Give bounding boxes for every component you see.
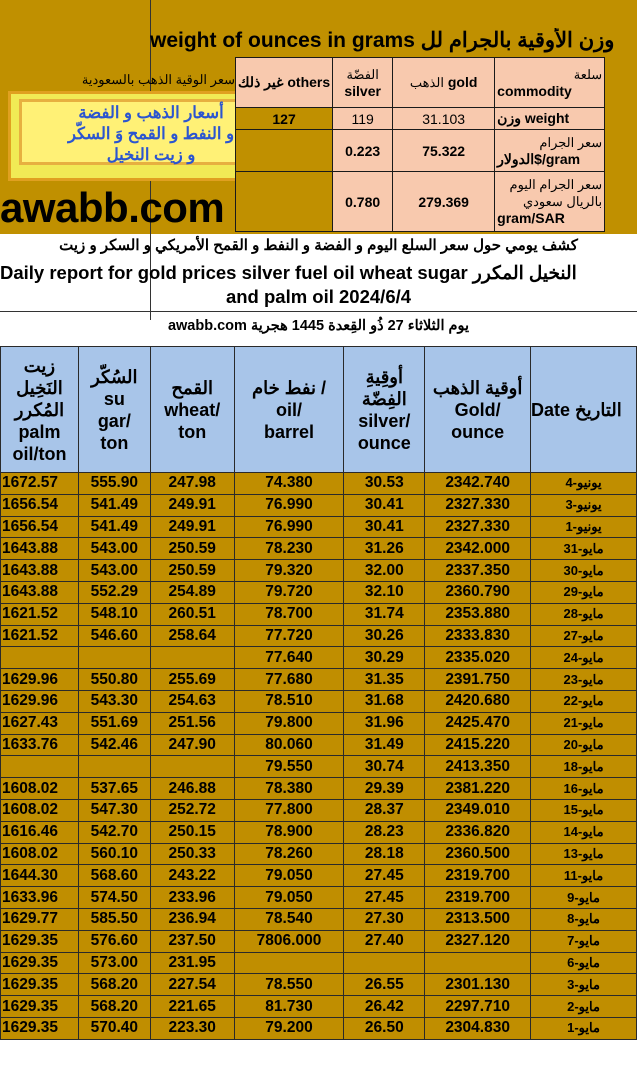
cell-palm: 1656.54	[1, 494, 79, 516]
saudi-ounce-caption: سعر الوقية الذهب بالسعودية	[81, 72, 235, 87]
empty-cell	[236, 130, 333, 172]
prices-table	[0, 346, 637, 1040]
cell-wheat: 246.88	[150, 778, 234, 800]
cell-date: 8-مايو	[531, 908, 637, 930]
sar-gold: 279.369	[393, 172, 495, 232]
cell-gold: 2342.000	[425, 538, 531, 560]
header-sugar: السُكّر su gar/ ton	[78, 347, 150, 473]
cell-silver: 26.42	[344, 996, 425, 1018]
cell-silver: 29.39	[344, 778, 425, 800]
cell-wheat: 250.15	[150, 821, 234, 843]
cell-sugar: 555.90	[78, 473, 150, 495]
banner-line: و زيت النخيل	[106, 146, 196, 164]
cell-oil: 77.800	[234, 799, 344, 821]
table-row	[1, 843, 637, 865]
cell-wheat: 251.56	[150, 712, 234, 734]
cell-palm: 1608.02	[1, 778, 79, 800]
table-row	[1, 647, 637, 669]
cell-silver: 30.41	[344, 516, 425, 538]
cell-sugar: 568.20	[78, 996, 150, 1018]
cell-palm: 1608.02	[1, 799, 79, 821]
cell-oil: 81.730	[234, 996, 344, 1018]
cell-date: 9-مايو	[531, 887, 637, 909]
cell-palm	[1, 756, 79, 778]
cell-sugar: 551.69	[78, 712, 150, 734]
cell-silver: 28.18	[344, 843, 425, 865]
cell-oil: 78.510	[234, 690, 344, 712]
cell-palm: 1633.76	[1, 734, 79, 756]
header-wheat: القمح wheat/ ton	[150, 347, 234, 473]
cell-wheat: 231.95	[150, 952, 234, 974]
cell-oil: 76.990	[234, 516, 344, 538]
cell-gold: 2360.500	[425, 843, 531, 865]
cell-oil: 78.230	[234, 538, 344, 560]
cell-oil: 77.640	[234, 647, 344, 669]
report-date-title: and palm oil 2024/6/4	[225, 286, 412, 307]
cell-silver: 26.50	[344, 1017, 425, 1039]
cell-sugar	[78, 647, 150, 669]
cell-gold: 2313.500	[425, 908, 531, 930]
cell-silver: 31.35	[344, 669, 425, 691]
table-row	[1, 669, 637, 691]
usd-gold: 75.322	[393, 130, 495, 172]
cell-oil: 80.060	[234, 734, 344, 756]
cell-wheat: 254.63	[150, 690, 234, 712]
cell-gold: 2319.700	[425, 887, 531, 909]
cell-wheat: 233.96	[150, 887, 234, 909]
header-date: Date التاريخ	[531, 347, 637, 473]
cell-date: 3-مايو	[531, 974, 637, 996]
cell-sugar: 537.65	[78, 778, 150, 800]
table-row	[1, 996, 637, 1018]
cell-silver: 30.53	[344, 473, 425, 495]
cell-gold	[425, 952, 531, 974]
cell-palm: 1643.88	[1, 560, 79, 582]
cell-date: 15-مايو	[531, 799, 637, 821]
cell-silver: 27.45	[344, 887, 425, 909]
cell-silver: 27.30	[344, 908, 425, 930]
cell-oil: 77.720	[234, 625, 344, 647]
cell-silver: 31.74	[344, 603, 425, 625]
cell-palm: 1621.52	[1, 625, 79, 647]
cell-palm: 1643.88	[1, 538, 79, 560]
prices-table-body	[1, 473, 637, 1040]
table-row	[1, 581, 637, 603]
cell-palm: 1616.46	[1, 821, 79, 843]
cell-sugar: 541.49	[78, 494, 150, 516]
cell-palm: 1644.30	[1, 865, 79, 887]
sar-silver: 0.780	[333, 172, 393, 232]
usd-label: سعر الجرام الدولار$/gram	[495, 130, 605, 172]
cell-oil	[234, 952, 344, 974]
table-row	[1, 712, 637, 734]
cell-palm: 1629.35	[1, 952, 79, 974]
cell-sugar: 552.29	[78, 581, 150, 603]
cell-sugar: 550.80	[78, 669, 150, 691]
banner-line: أسعار الذهب و الفضة	[78, 104, 224, 122]
header-silver: الفضّة silver	[333, 58, 393, 108]
cell-oil: 7806.000	[234, 930, 344, 952]
cell-palm: 1629.96	[1, 690, 79, 712]
cell-date: 27-مايو	[531, 625, 637, 647]
cell-oil: 78.380	[234, 778, 344, 800]
report-title-en: Daily report for gold prices silver fuel oil wheat sugar النخيل المكرر	[0, 262, 577, 283]
cell-sugar: 560.10	[78, 843, 150, 865]
cell-date: 7-مايو	[531, 930, 637, 952]
cell-gold: 2301.130	[425, 974, 531, 996]
cell-sugar: 574.50	[78, 887, 150, 909]
site-logo-text[interactable]: awabb.com	[0, 184, 225, 231]
header-gold: أوقية الذهب Gold/ ounce	[425, 347, 531, 473]
cell-wheat: 247.90	[150, 734, 234, 756]
cell-oil: 79.720	[234, 581, 344, 603]
cell-date: 21-مايو	[531, 712, 637, 734]
cell-wheat: 223.30	[150, 1017, 234, 1039]
cell-gold: 2327.330	[425, 516, 531, 538]
sar-label: سعر الجرام اليوم بالريال سعودي gram/SAR	[495, 172, 605, 232]
cell-palm: 1629.96	[1, 669, 79, 691]
empty-cell	[236, 172, 333, 232]
cell-palm: 1608.02	[1, 843, 79, 865]
cell-palm: 1629.35	[1, 930, 79, 952]
cell-palm: 1629.35	[1, 974, 79, 996]
cell-sugar	[78, 756, 150, 778]
cell-gold: 2381.220	[425, 778, 531, 800]
cell-silver: 31.68	[344, 690, 425, 712]
cell-sugar: 573.00	[78, 952, 150, 974]
cell-wheat: 237.50	[150, 930, 234, 952]
cell-silver: 30.29	[344, 647, 425, 669]
hijri-date-line: يوم الثلاثاء 27 ذُو القِعدة 1445 هجرية awabb.com	[167, 318, 470, 334]
divider	[0, 311, 637, 312]
cell-silver: 26.55	[344, 974, 425, 996]
cell-palm: 1629.35	[1, 996, 79, 1018]
cell-date: 6-مايو	[531, 952, 637, 974]
weight-others: 127	[236, 108, 333, 130]
table-row	[1, 603, 637, 625]
header-oil: نفط خام / oil/ barrel	[234, 347, 344, 473]
cell-wheat: 247.98	[150, 473, 234, 495]
cell-oil: 79.320	[234, 560, 344, 582]
cell-date: 20-مايو	[531, 734, 637, 756]
cell-silver: 30.41	[344, 494, 425, 516]
table-row	[1, 799, 637, 821]
cell-date: 13-مايو	[531, 843, 637, 865]
table-row	[1, 625, 637, 647]
cell-oil: 74.380	[234, 473, 344, 495]
cell-gold: 2327.330	[425, 494, 531, 516]
usd-silver: 0.223	[333, 130, 393, 172]
cell-palm: 1621.52	[1, 603, 79, 625]
cell-gold: 2413.350	[425, 756, 531, 778]
cell-gold: 2360.790	[425, 581, 531, 603]
cell-wheat: 243.22	[150, 865, 234, 887]
cell-gold: 2349.010	[425, 799, 531, 821]
cell-sugar: 576.60	[78, 930, 150, 952]
table-row	[1, 756, 637, 778]
cell-silver: 30.26	[344, 625, 425, 647]
cell-sugar: 542.70	[78, 821, 150, 843]
cell-silver: 27.40	[344, 930, 425, 952]
table-row	[1, 690, 637, 712]
cell-silver: 28.23	[344, 821, 425, 843]
cell-wheat: 250.59	[150, 538, 234, 560]
cell-oil: 78.700	[234, 603, 344, 625]
cell-palm: 1633.96	[1, 887, 79, 909]
cell-gold: 2319.700	[425, 865, 531, 887]
cell-silver: 31.96	[344, 712, 425, 734]
cell-date: 11-مايو	[531, 865, 637, 887]
cell-silver: 28.37	[344, 799, 425, 821]
cell-wheat: 236.94	[150, 908, 234, 930]
cell-wheat	[150, 647, 234, 669]
cell-wheat: 249.91	[150, 516, 234, 538]
header-others: غير ذلك others	[236, 58, 333, 108]
cell-wheat: 227.54	[150, 974, 234, 996]
cell-wheat	[150, 756, 234, 778]
cell-sugar: 546.60	[78, 625, 150, 647]
cell-silver: 31.26	[344, 538, 425, 560]
cell-wheat: 250.59	[150, 560, 234, 582]
cell-sugar: 543.30	[78, 690, 150, 712]
cell-sugar: 548.10	[78, 603, 150, 625]
cell-date: 16-مايو	[531, 778, 637, 800]
table-row	[1, 1017, 637, 1039]
cell-date: 4-يونيو	[531, 473, 637, 495]
page-title: weight of ounces in grams وزن الأوقية بالجرام لل	[150, 29, 615, 52]
cell-sugar: 585.50	[78, 908, 150, 930]
cell-gold: 2415.220	[425, 734, 531, 756]
cell-sugar: 543.00	[78, 560, 150, 582]
cell-gold: 2337.350	[425, 560, 531, 582]
cell-oil: 78.550	[234, 974, 344, 996]
cell-gold: 2297.710	[425, 996, 531, 1018]
cell-palm: 1629.35	[1, 1017, 79, 1039]
cell-sugar: 541.49	[78, 516, 150, 538]
cell-wheat: 255.69	[150, 669, 234, 691]
header-silver: أوقِيةِ الفِضّة silver/ ounce	[344, 347, 425, 473]
table-row	[1, 538, 637, 560]
cell-palm: 1672.57	[1, 473, 79, 495]
cell-wheat: 250.33	[150, 843, 234, 865]
cell-sugar: 568.20	[78, 974, 150, 996]
cell-palm: 1656.54	[1, 516, 79, 538]
banner-line: و النفط و القمح وَ السكّر	[67, 125, 235, 143]
cell-gold: 2304.830	[425, 1017, 531, 1039]
cell-gold: 2391.750	[425, 669, 531, 691]
cell-gold: 2335.020	[425, 647, 531, 669]
table-row	[1, 930, 637, 952]
header-gold: الذهب gold	[393, 58, 495, 108]
cell-gold: 2342.740	[425, 473, 531, 495]
cell-wheat: 260.51	[150, 603, 234, 625]
cell-date: 24-مايو	[531, 647, 637, 669]
cell-date: 31-مايو	[531, 538, 637, 560]
cell-date: 2-مايو	[531, 996, 637, 1018]
cell-gold: 2327.120	[425, 930, 531, 952]
cell-palm: 1643.88	[1, 581, 79, 603]
header-palm-oil: زيت النَخِيل المُكرر palm oil/ton	[1, 347, 79, 473]
cell-wheat: 258.64	[150, 625, 234, 647]
cell-date: 1-مايو	[531, 1017, 637, 1039]
cell-silver: 32.10	[344, 581, 425, 603]
weight-label: وزن weight	[495, 108, 605, 130]
table-row	[1, 887, 637, 909]
weights-table	[235, 57, 605, 232]
cell-gold: 2425.470	[425, 712, 531, 734]
cell-date: 14-مايو	[531, 821, 637, 843]
cell-date: 30-مايو	[531, 560, 637, 582]
weight-silver: 119	[333, 108, 393, 130]
cell-palm: 1629.77	[1, 908, 79, 930]
table-row	[1, 821, 637, 843]
table-row	[1, 952, 637, 974]
cell-palm	[1, 647, 79, 669]
cell-oil: 78.260	[234, 843, 344, 865]
cell-gold: 2333.830	[425, 625, 531, 647]
report-title-ar: كشف يومي حول سعر السلع اليوم و الفضة و النفط و القمح الأمريكي و السكر و زيت	[59, 237, 578, 254]
cell-oil: 76.990	[234, 494, 344, 516]
cell-sugar: 543.00	[78, 538, 150, 560]
table-row	[1, 908, 637, 930]
cell-silver: 30.74	[344, 756, 425, 778]
cell-oil: 77.680	[234, 669, 344, 691]
cell-wheat: 252.72	[150, 799, 234, 821]
table-row	[1, 778, 637, 800]
cell-silver	[344, 952, 425, 974]
cell-palm: 1627.43	[1, 712, 79, 734]
cell-date: 29-مايو	[531, 581, 637, 603]
cell-oil: 79.050	[234, 887, 344, 909]
cell-silver: 32.00	[344, 560, 425, 582]
table-row	[1, 974, 637, 996]
table-row	[1, 734, 637, 756]
cell-sugar: 547.30	[78, 799, 150, 821]
cell-oil: 79.200	[234, 1017, 344, 1039]
cell-wheat: 249.91	[150, 494, 234, 516]
table-row	[1, 473, 637, 495]
cell-oil: 78.900	[234, 821, 344, 843]
cell-oil: 79.050	[234, 865, 344, 887]
cell-wheat: 221.65	[150, 996, 234, 1018]
weight-gold: 31.103	[393, 108, 495, 130]
table-row	[1, 516, 637, 538]
cell-date: 3-يونيو	[531, 494, 637, 516]
cell-date: 1-يونيو	[531, 516, 637, 538]
cell-date: 28-مايو	[531, 603, 637, 625]
cell-silver: 27.45	[344, 865, 425, 887]
cell-oil: 79.800	[234, 712, 344, 734]
table-row	[1, 865, 637, 887]
header-commodity: سلعة commodity	[495, 58, 605, 108]
table-row	[1, 560, 637, 582]
cell-gold: 2420.680	[425, 690, 531, 712]
table-row	[1, 494, 637, 516]
cell-date: 18-مايو	[531, 756, 637, 778]
cell-silver: 31.49	[344, 734, 425, 756]
cell-oil: 79.550	[234, 756, 344, 778]
cell-gold: 2336.820	[425, 821, 531, 843]
cell-sugar: 570.40	[78, 1017, 150, 1039]
cell-date: 23-مايو	[531, 669, 637, 691]
cell-date: 22-مايو	[531, 690, 637, 712]
cell-oil: 78.540	[234, 908, 344, 930]
cell-wheat: 254.89	[150, 581, 234, 603]
cell-gold: 2353.880	[425, 603, 531, 625]
cell-sugar: 542.46	[78, 734, 150, 756]
cell-sugar: 568.60	[78, 865, 150, 887]
